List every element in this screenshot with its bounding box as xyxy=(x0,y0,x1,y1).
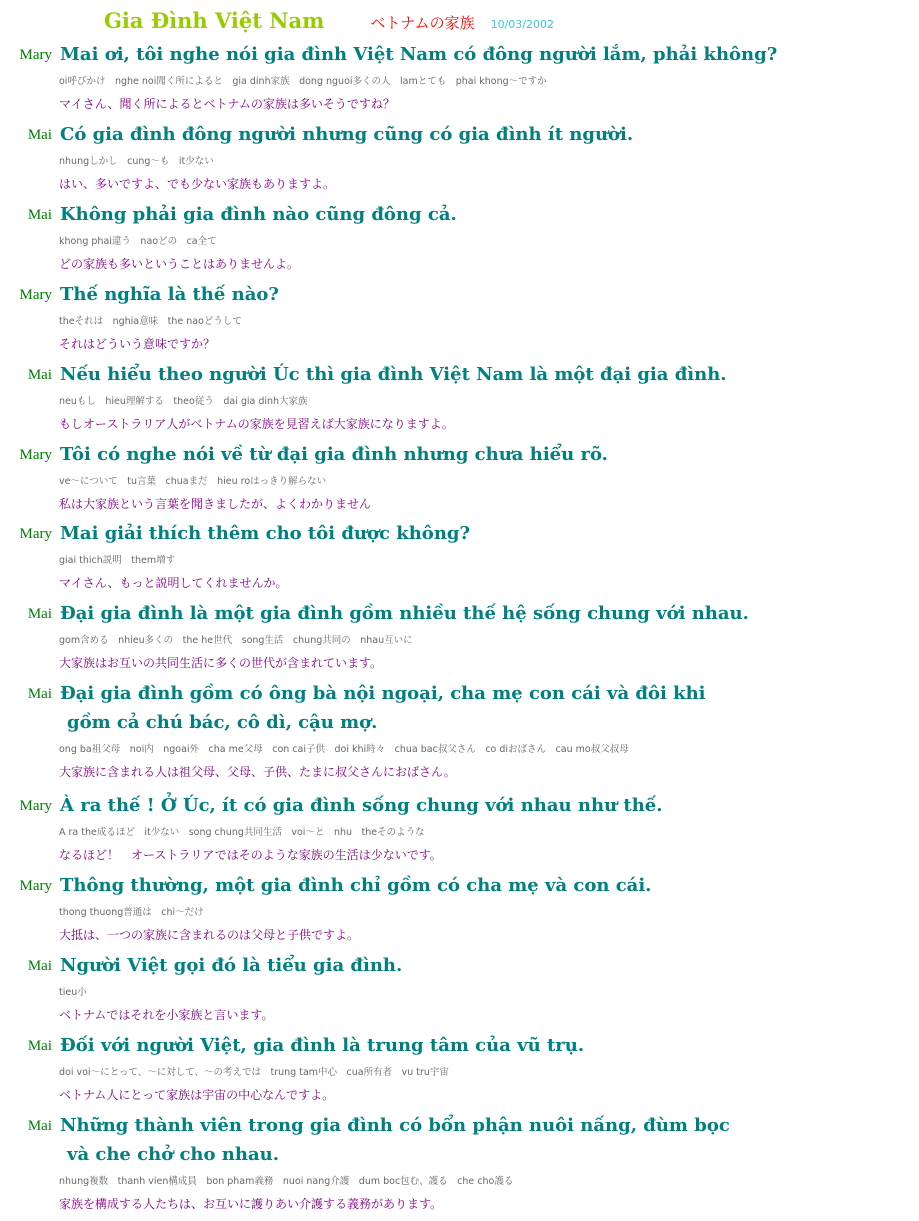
japanese-translation: それはどういう意味ですか？ xyxy=(59,337,216,351)
vietnamese-sentence xyxy=(60,951,910,980)
japanese-translation: 家族を構成する人たちは、お互いに護りあい介護する義務があります。 xyxy=(59,1197,443,1211)
speaker-name: Mai xyxy=(27,1038,52,1054)
japanese-translation: マイさん、聞く所によるとベトナムの家族は多いそうですね？ xyxy=(59,97,395,111)
japanese-translation: 大家族に含まれる人は祖父母、父母、子供、たまに叔父さんにおばさん。 xyxy=(59,765,456,779)
japanese-translation: どの家族も多いということはありませんよ。 xyxy=(59,257,300,271)
vocabulary-gloss: oi呼びかけ nghe noi聞く所によると gia dinh家族 dong nguoi多くの人 lamとても phai khong〜ですか xyxy=(59,76,547,87)
vietnamese-line: Thông thường, một gia đình chỉ gồm có cha mẹ và con cái. xyxy=(60,875,652,896)
speaker-name: Mary xyxy=(19,47,52,63)
page-subtitle: ベトナムの家族 xyxy=(370,14,475,32)
vietnamese-sentence xyxy=(60,360,910,389)
vietnamese-line: Những thành viên trong gia đình có bổn phận nuôi nấng, đùm bọc xyxy=(60,1115,730,1136)
japanese-translation: 大抵は、一つの家族に含まれるのは父母と子供ですよ。 xyxy=(59,928,360,942)
vietnamese-line: gồm cả chú bác, cô dì, cậu mợ. xyxy=(67,712,378,733)
speaker-name: Mary xyxy=(19,447,52,463)
vocabulary-gloss: giai thich説明 them増す xyxy=(59,555,176,566)
vietnamese-line: À ra thế ! Ở Úc, ít có gia đình sống chung với nhau như thế. xyxy=(60,795,663,816)
vietnamese-line: Mai ơi, tôi nghe nói gia đình Việt Nam có đông người lắm, phải không? xyxy=(60,44,778,65)
vocabulary-gloss: ve〜について tu言葉 chuaまだ hieu roはっきり解らない xyxy=(59,476,327,487)
vocabulary-gloss: theそれは nghia意味 the naoどうして xyxy=(59,316,242,327)
vietnamese-sentence xyxy=(60,519,910,548)
speaker-name: Mary xyxy=(19,878,52,894)
vietnamese-line: Tôi có nghe nói về từ đại gia đình nhưng chưa hiểu rõ. xyxy=(60,444,608,465)
vietnamese-line: Đại gia đình gồm có ông bà nội ngoại, cha mẹ con cái và đôi khi xyxy=(60,683,706,704)
page-date: 10/03/2002 xyxy=(490,18,554,31)
speaker-name: Mary xyxy=(19,798,52,814)
vietnamese-sentence xyxy=(60,871,910,900)
page-title: Gia Đình Việt Nam xyxy=(104,8,325,33)
vietnamese-line: Người Việt gọi đó là tiểu gia đình. xyxy=(60,955,403,976)
vietnamese-line: và che chở cho nhau. xyxy=(67,1144,279,1165)
vietnamese-sentence xyxy=(60,200,910,229)
vietnamese-sentence xyxy=(60,120,910,149)
japanese-translation: 私は大家族という言葉を聞きましたが、よくわかりません xyxy=(59,497,372,511)
vocabulary-gloss: khong phai違う naoどの ca全て xyxy=(59,236,217,247)
vietnamese-sentence xyxy=(60,1031,910,1060)
japanese-translation: 大家族はお互いの共同生活に多くの世代が含まれています。 xyxy=(59,656,383,670)
vietnamese-sentence xyxy=(60,599,910,628)
vietnamese-line: Thế nghĩa là thế nào? xyxy=(60,284,279,305)
page-header xyxy=(104,8,554,38)
speaker-name: Mai xyxy=(27,606,52,622)
vocabulary-gloss: thong thuong普通は chi〜だけ xyxy=(59,907,204,918)
vietnamese-sentence xyxy=(60,1111,910,1169)
japanese-translation: はい、多いですよ、でも少ない家族もありますよ。 xyxy=(59,177,336,191)
speaker-name: Mai xyxy=(27,686,52,702)
speaker-name: Mai xyxy=(27,207,52,223)
vocabulary-gloss: nhung複数 thanh vien構成員 bon pham義務 nuoi nang介護 dum boc包む、護る che cho護る xyxy=(59,1176,514,1187)
vietnamese-line: Có gia đình đông người nhưng cũng có gia đình ít người. xyxy=(60,124,634,145)
speaker-name: Mai xyxy=(27,1118,52,1134)
vietnamese-sentence xyxy=(60,440,910,469)
vocabulary-gloss: gom含める nhieu多くの the he世代 song生活 chung共同の nhau互いに xyxy=(59,635,413,646)
vietnamese-sentence xyxy=(60,791,910,820)
vietnamese-line: Nếu hiểu theo người Úc thì gia đình Việt Nam là một đại gia đình. xyxy=(60,364,727,385)
vocabulary-gloss: doi voi〜にとって、〜に対して、〜の考えでは trung tam中心 cua所有者 vu tru宇宙 xyxy=(59,1067,449,1078)
vocabulary-gloss: nhungしかし cung〜も it少ない xyxy=(59,156,214,167)
speaker-name: Mary xyxy=(19,526,52,542)
speaker-name: Mai xyxy=(27,958,52,974)
vietnamese-line: Đại gia đình là một gia đình gồm nhiều thế hệ sống chung với nhau. xyxy=(60,603,749,624)
vocabulary-gloss: ong ba祖父母 noi内 ngoai外 cha me父母 con cai子供 doi khi時々 chua bac叔父さん co diおばさん cau mo叔父叔母 xyxy=(59,744,629,755)
japanese-translation: マイさん、もっと説明してくれませんか。 xyxy=(59,576,288,590)
speaker-name: Mai xyxy=(27,367,52,383)
vietnamese-sentence xyxy=(60,280,910,309)
vietnamese-sentence xyxy=(60,40,910,69)
japanese-translation: ベトナムではそれを小家族と言います。 xyxy=(59,1008,274,1022)
vietnamese-sentence xyxy=(60,679,910,737)
speaker-name: Mary xyxy=(19,287,52,303)
japanese-translation: なるほど！ オーストラリアではそのような家族の生活は少ないです。 xyxy=(59,848,442,862)
vietnamese-line: Không phải gia đình nào cũng đông cả. xyxy=(60,204,457,225)
vocabulary-gloss: neuもし hieu理解する theo従う dai gia dinh大家族 xyxy=(59,396,308,407)
vietnamese-line: Mai giải thích thêm cho tôi được không? xyxy=(60,523,471,544)
speaker-name: Mai xyxy=(27,127,52,143)
japanese-translation: もしオーストラリア人がベトナムの家族を見習えば大家族になりますよ。 xyxy=(59,417,454,431)
japanese-translation: ベトナム人にとって家族は宇宙の中心なんですよ。 xyxy=(59,1088,335,1102)
vietnamese-line: Đối với người Việt, gia đình là trung tâm của vũ trụ. xyxy=(60,1035,585,1056)
vocabulary-gloss: tieu小 xyxy=(59,987,87,998)
vocabulary-gloss: A ra the成るほど it少ない song chung共同生活 voi〜と nhu theそのような xyxy=(59,827,425,838)
